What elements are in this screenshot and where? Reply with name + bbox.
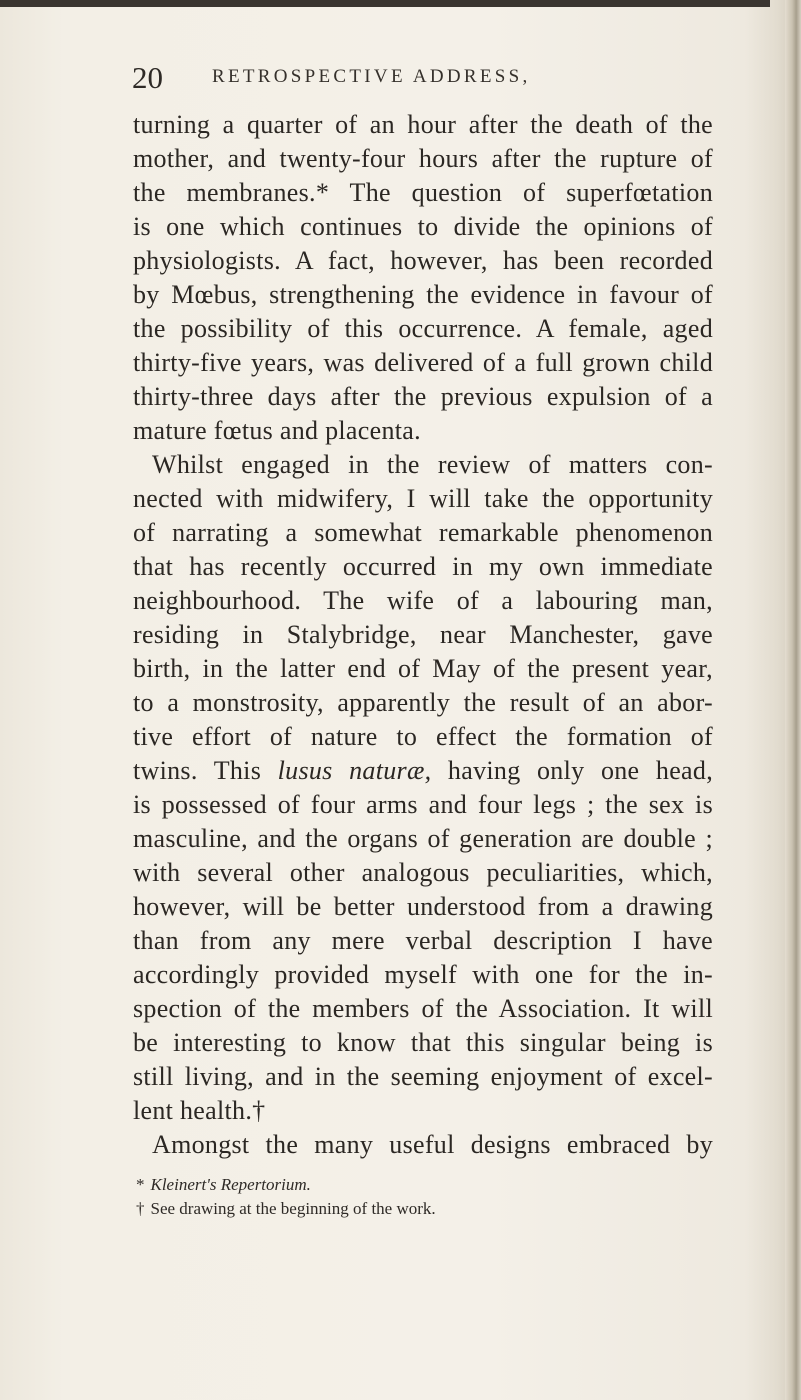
text-line: masculine, and the organs of generation are double ; (133, 824, 713, 853)
text-line: neighbourhood. The wife of a labouring man, (133, 586, 713, 615)
text-line: turning a quarter of an hour after the death of the (133, 110, 713, 139)
text-run: having only one head, (431, 756, 713, 785)
footnote-text: Kleinert's Repertorium. (150, 1175, 311, 1194)
footnote (136, 1200, 436, 1217)
text-line: is possessed of four arms and four legs ; the sex is (133, 790, 713, 819)
text-line: thirty-three days after the previous expulsion of a (133, 382, 713, 411)
text-line: tive effort of nature to effect the formation of (133, 722, 713, 751)
text-line: that has recently occurred in my own immediate (133, 552, 713, 581)
italic-phrase: lusus naturæ, (277, 756, 432, 785)
text-line: the possibility of this occurrence. A female, aged (133, 314, 713, 343)
text-line: the membranes.* The question of superfœtation (133, 178, 713, 207)
text-line: lent health.† (133, 1096, 266, 1125)
text-line: Amongst the many useful designs embraced by (152, 1130, 713, 1159)
text-line: be interesting to know that this singular being is (133, 1028, 713, 1057)
text-line: is one which continues to divide the opinions of (133, 212, 713, 241)
top-border-fade (440, 0, 770, 7)
text-line: of narrating a somewhat remarkable phenomenon (133, 518, 713, 547)
footnote (136, 1176, 311, 1193)
footnote-text: See drawing at the beginning of the work. (150, 1199, 436, 1218)
text-line: physiologists. A fact, however, has been recorded (133, 246, 713, 275)
text-line: residing in Stalybridge, near Manchester, gave (133, 620, 713, 649)
text-line: mature fœtus and placenta. (133, 416, 421, 445)
running-head: RETROSPECTIVE ADDRESS, (212, 66, 531, 87)
text-line: thirty-five years, was delivered of a full grown child (133, 348, 713, 377)
text-line: to a monstrosity, apparently the result of an abor- (133, 688, 713, 717)
text-line: spection of the members of the Association. It will (133, 994, 713, 1023)
page-edge-shadow (785, 0, 801, 1400)
text-line: however, will be better understood from a drawing (133, 892, 713, 921)
footnote-mark: † (136, 1199, 145, 1218)
text-line (133, 758, 713, 784)
text-line: birth, in the latter end of May of the present year, (133, 654, 713, 683)
text-run: twins. This (133, 756, 278, 785)
text-line: than from any mere verbal description I have (133, 926, 713, 955)
text-line: Whilst engaged in the review of matters con- (152, 450, 713, 479)
footnote-mark: * (136, 1175, 145, 1194)
text-line: nected with midwifery, I will take the opportunity (133, 484, 713, 513)
text-line: mother, and twenty-four hours after the rupture of (133, 144, 713, 173)
text-line: still living, and in the seeming enjoyment of excel- (133, 1062, 713, 1091)
text-line: with several other analogous peculiarities, which, (133, 858, 713, 887)
text-line: by Mœbus, strengthening the evidence in favour of (133, 280, 713, 309)
page-number: 20 (132, 60, 163, 95)
text-line: accordingly provided myself with one for the in- (133, 960, 713, 989)
